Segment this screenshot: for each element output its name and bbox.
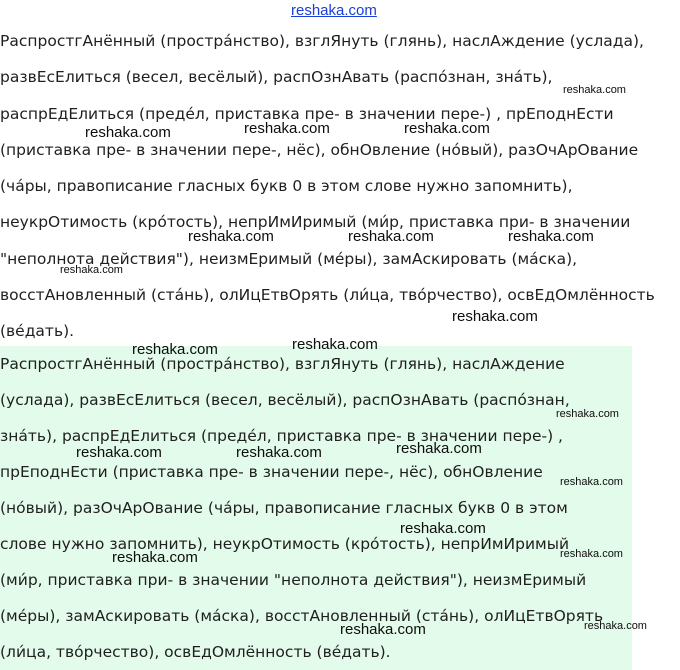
text-line: слове нужно запомнить), неукрОтимость (кро́тость), непрИмИримый: [0, 535, 570, 553]
watermark: reshaka.com: [556, 408, 619, 420]
watermark: reshaka.com: [396, 440, 482, 457]
watermark: reshaka.com: [340, 621, 426, 638]
text-line: (ми́р, приставка при- в значении "неполнота действия"), неизмЕримый: [0, 571, 587, 589]
text-line: РаспростгАнённый (простра́нство), взглЯнуть (глянь), наслАждение: [0, 355, 565, 373]
watermark: reshaka.com: [563, 84, 626, 96]
watermark: reshaka.com: [508, 228, 594, 245]
watermark: reshaka.com: [85, 124, 171, 141]
text-line: (ве́дать).: [0, 322, 75, 340]
text-line: прЕподнЕсти (приставка пре- в значении пере-, нёс), обнОвление: [0, 463, 543, 481]
watermark: reshaka.com: [188, 228, 274, 245]
text-line: развЕсЕлиться (весел, весёлый), распОзнАвать (распо́знан, зна́ть),: [0, 68, 553, 87]
watermark: reshaka.com: [452, 308, 538, 325]
watermark: reshaka.com: [560, 548, 623, 560]
text-line: восстАновленный (ста́нь), олИцЕтвОрять (ли́ца, тво́рчество), освЕдОмлённость: [0, 285, 655, 304]
text-line: распрЕдЕлиться (преде́л, приставка пре- в значении пере-) , прЕподнЕсти: [0, 104, 614, 123]
watermark: reshaka.com: [560, 476, 623, 488]
watermark: reshaka.com: [76, 444, 162, 461]
watermark: reshaka.com: [404, 120, 490, 137]
answer-text-highlighted: [0, 346, 632, 670]
watermark: reshaka.com: [60, 264, 123, 276]
text-line: зна́ть), распрЕдЕлиться (преде́л, приставка пре- в значении пере-) ,: [0, 427, 563, 445]
text-line: неукрОтимость (кро́тость), непрИмИримый (ми́р, приставка при- в значении: [0, 213, 631, 232]
text-line: (но́вый), разОчАрОвание (ча́ры, правописание гласных букв 0 в этом: [0, 499, 568, 517]
text-line: (приставка пре- в значении пере-, нёс), обнОвление (но́вый), разОчАрОвание: [0, 140, 639, 159]
watermark: reshaka.com: [112, 549, 198, 566]
watermark: reshaka.com: [236, 444, 322, 461]
text-line: (ли́ца, тво́рчество), освЕдОмлённость (ве́дать).: [0, 643, 391, 661]
watermark: reshaka.com: [584, 620, 647, 632]
text-line: (ме́ры), замАскировать (ма́ска), восстАновленный (ста́нь), олИцЕтвОрять: [0, 607, 604, 625]
text-line: "неполнота действия"), неизмЕримый (ме́ры), замАскировать (ма́ска),: [0, 249, 578, 268]
text-line: РаспростгАнённый (простра́нство), взглЯнуть (глянь), наслАждение (услада),: [0, 32, 644, 50]
text-line: (услада), развЕсЕлиться (весел, весёлый), распОзнАвать (распо́знан,: [0, 391, 570, 409]
site-link[interactable]: reshaka.com: [291, 2, 377, 19]
watermark: reshaka.com: [292, 336, 378, 353]
text-line: (ча́ры, правописание гласных букв 0 в этом слове нужно запомнить),: [0, 177, 573, 195]
answer-text-plain: [0, 23, 680, 349]
watermark: reshaka.com: [348, 228, 434, 245]
watermark: reshaka.com: [132, 341, 218, 358]
watermark: reshaka.com: [400, 520, 486, 537]
watermark: reshaka.com: [244, 120, 330, 137]
